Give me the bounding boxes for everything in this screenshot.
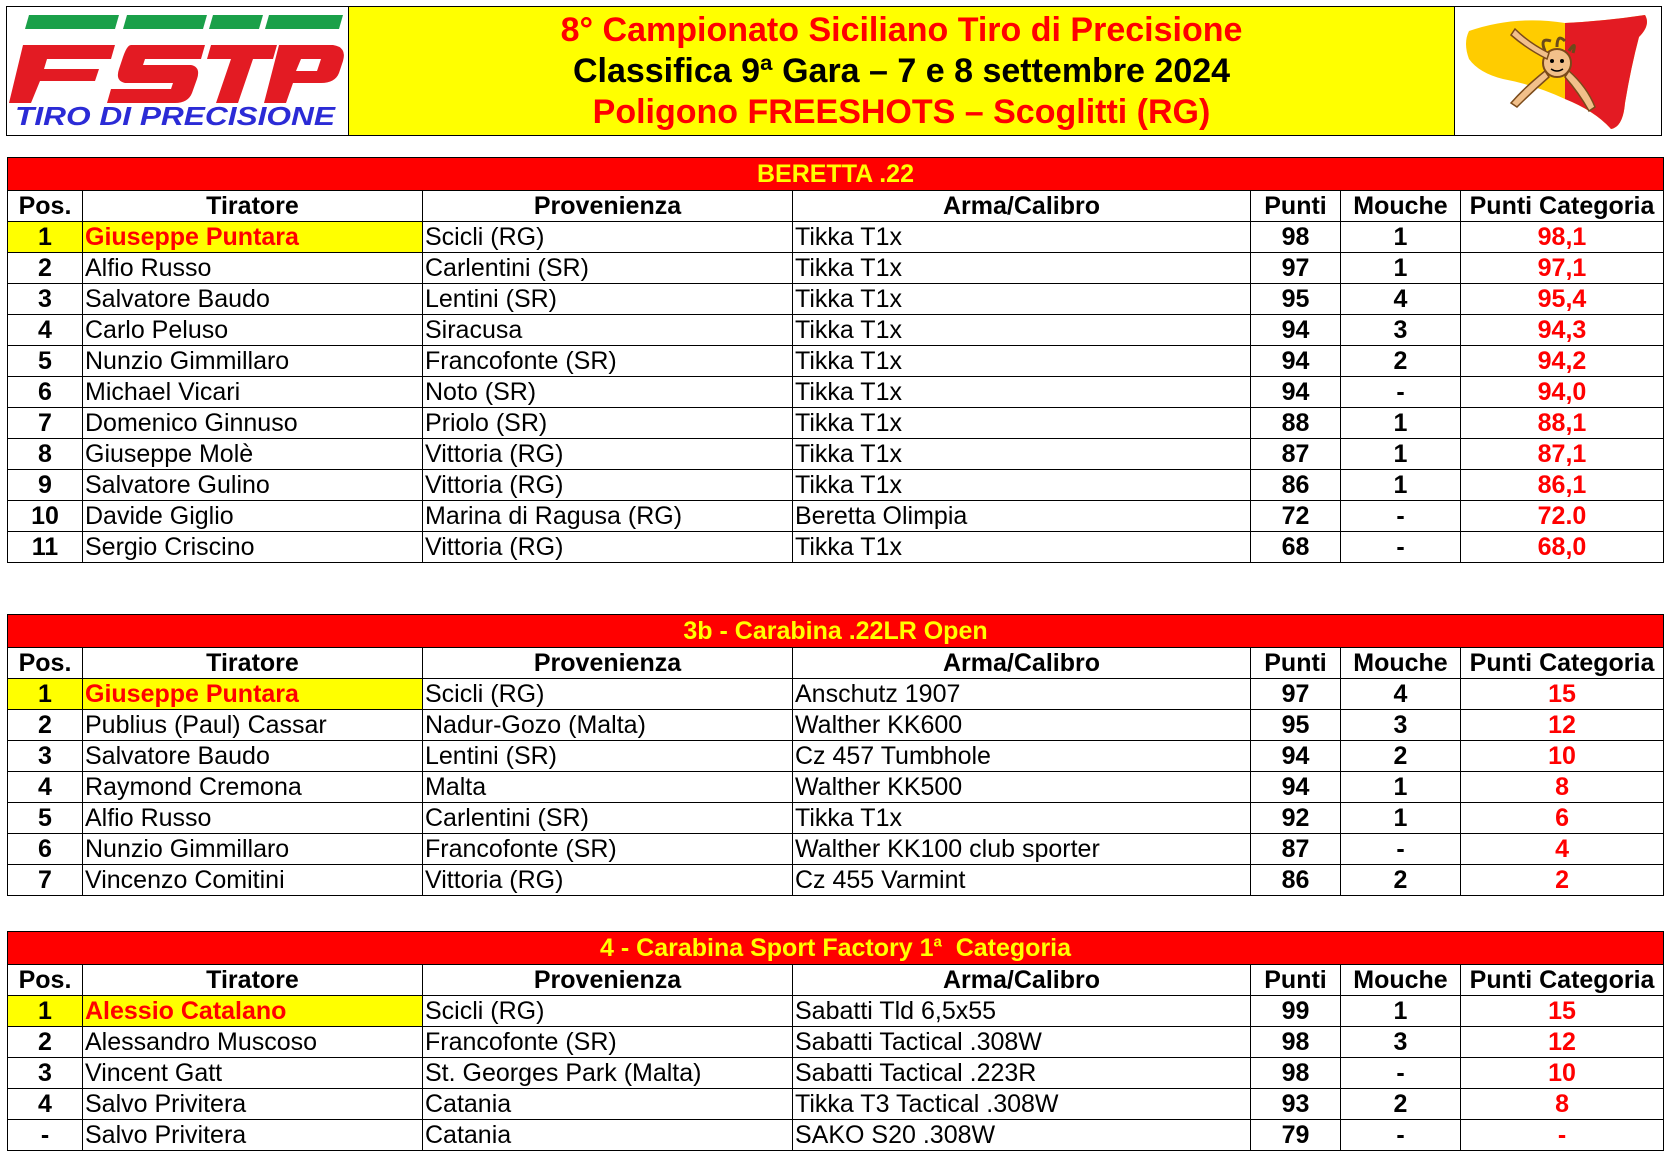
points: 93: [1251, 1089, 1341, 1120]
col-provenienza: Provenienza: [423, 191, 793, 222]
fstp-logo: [7, 7, 349, 135]
weapon-caliber: Tikka T1x: [793, 346, 1251, 377]
weapon-caliber: Tikka T1x: [793, 439, 1251, 470]
table-row: [8, 532, 1664, 563]
category-points: 12: [1461, 710, 1664, 741]
col-arma: Arma/Calibro: [793, 648, 1251, 679]
sicily-flag: [1455, 7, 1661, 135]
mouche-count: -: [1341, 501, 1461, 532]
mouche-count: -: [1341, 377, 1461, 408]
weapon-caliber: Tikka T1x: [793, 284, 1251, 315]
weapon-caliber: Tikka T1x: [793, 532, 1251, 563]
mouche-count: 2: [1341, 1089, 1461, 1120]
points: 94: [1251, 315, 1341, 346]
position-cell: 9: [8, 470, 83, 501]
table-row: [8, 1089, 1664, 1120]
position-cell: 11: [8, 532, 83, 563]
table-row: [8, 1058, 1664, 1089]
weapon-caliber: Walther KK100 club sporter: [793, 834, 1251, 865]
shooter-name: Giuseppe Molè: [83, 439, 423, 470]
position-cell: 4: [8, 1089, 83, 1120]
provenance: Malta: [423, 772, 793, 803]
col-punti: Punti: [1251, 648, 1341, 679]
mouche-count: 3: [1341, 710, 1461, 741]
category-points: 95,4: [1461, 284, 1664, 315]
mouche-count: 1: [1341, 772, 1461, 803]
shooter-name: Alfio Russo: [83, 803, 423, 834]
points: 95: [1251, 284, 1341, 315]
weapon-caliber: Sabatti Tld 6,5x55: [793, 996, 1251, 1027]
col-tiratore: Tiratore: [83, 648, 423, 679]
table-row: [8, 377, 1664, 408]
position-cell: 1: [8, 222, 83, 253]
table-row: [8, 284, 1664, 315]
ranking-table-carabina-22lr-open: [7, 614, 1664, 896]
position-cell: 2: [8, 253, 83, 284]
category-points: 94,3: [1461, 315, 1664, 346]
provenance: Nadur-Gozo (Malta): [423, 710, 793, 741]
col-punti: Punti: [1251, 965, 1341, 996]
provenance: Francofonte (SR): [423, 1027, 793, 1058]
weapon-caliber: SAKO S20 .308W: [793, 1120, 1251, 1151]
table-row: [8, 1120, 1664, 1151]
table-row: [8, 408, 1664, 439]
col-punti: Punti: [1251, 191, 1341, 222]
shooter-name: Vincenzo Comitini: [83, 865, 423, 896]
mouche-count: 1: [1341, 470, 1461, 501]
provenance: Scicli (RG): [423, 222, 793, 253]
table-row: [8, 741, 1664, 772]
position-cell: 5: [8, 803, 83, 834]
provenance: Vittoria (RG): [423, 470, 793, 501]
provenance: Scicli (RG): [423, 679, 793, 710]
category-points: 88,1: [1461, 408, 1664, 439]
shooter-name: Sergio Criscino: [83, 532, 423, 563]
points: 86: [1251, 865, 1341, 896]
table-header: [8, 191, 1664, 222]
shooter-name: Giuseppe Puntara: [83, 679, 423, 710]
mouche-count: 3: [1341, 1027, 1461, 1058]
weapon-caliber: Walther KK600: [793, 710, 1251, 741]
mouche-count: 1: [1341, 408, 1461, 439]
weapon-caliber: Walther KK500: [793, 772, 1251, 803]
shooter-name: Davide Giglio: [83, 501, 423, 532]
weapon-caliber: Cz 457 Tumbhole: [793, 741, 1251, 772]
table-row: [8, 772, 1664, 803]
table-row: [8, 222, 1664, 253]
mouche-count: 3: [1341, 315, 1461, 346]
venue-title: Poligono FREESHOTS – Scoglitti (RG): [592, 92, 1211, 131]
title-box: [349, 7, 1455, 135]
points: 72: [1251, 501, 1341, 532]
provenance: Vittoria (RG): [423, 439, 793, 470]
category-points: 72.0: [1461, 501, 1664, 532]
section-title: BERETTA .22: [8, 158, 1664, 191]
points: 94: [1251, 377, 1341, 408]
mouche-count: 1: [1341, 996, 1461, 1027]
mouche-count: 1: [1341, 803, 1461, 834]
provenance: Catania: [423, 1089, 793, 1120]
position-cell: 6: [8, 834, 83, 865]
category-points: 6: [1461, 803, 1664, 834]
table-row: [8, 679, 1664, 710]
fstp-logo-icon: [7, 7, 347, 135]
category-points: 8: [1461, 1089, 1664, 1120]
position-cell: 4: [8, 772, 83, 803]
position-cell: 1: [8, 996, 83, 1027]
col-punti-categoria: Punti Categoria: [1461, 191, 1664, 222]
table-row: [8, 439, 1664, 470]
shooter-name: Raymond Cremona: [83, 772, 423, 803]
position-cell: 7: [8, 408, 83, 439]
weapon-caliber: Tikka T1x: [793, 253, 1251, 284]
points: 87: [1251, 439, 1341, 470]
position-cell: 5: [8, 346, 83, 377]
table-header: [8, 648, 1664, 679]
weapon-caliber: Tikka T1x: [793, 222, 1251, 253]
svg-text:TIRO DI PRECISIONE: TIRO DI PRECISIONE: [15, 101, 336, 131]
provenance: Vittoria (RG): [423, 865, 793, 896]
col-provenienza: Provenienza: [423, 965, 793, 996]
weapon-caliber: Cz 455 Varmint: [793, 865, 1251, 896]
col-provenienza: Provenienza: [423, 648, 793, 679]
mouche-count: -: [1341, 834, 1461, 865]
table-row: [8, 315, 1664, 346]
shooter-name: Vincent Gatt: [83, 1058, 423, 1089]
col-arma: Arma/Calibro: [793, 191, 1251, 222]
provenance: Siracusa: [423, 315, 793, 346]
provenance: Lentini (SR): [423, 741, 793, 772]
category-points: 12: [1461, 1027, 1664, 1058]
ranking-table-beretta-22: [7, 157, 1664, 563]
position-cell: 6: [8, 377, 83, 408]
col-mouche: Mouche: [1341, 191, 1461, 222]
position-cell: 1: [8, 679, 83, 710]
points: 94: [1251, 741, 1341, 772]
position-cell: 3: [8, 1058, 83, 1089]
position-cell: 2: [8, 1027, 83, 1058]
mouche-count: -: [1341, 532, 1461, 563]
col-pos: Pos.: [8, 965, 83, 996]
category-points: 15: [1461, 679, 1664, 710]
shooter-name: Nunzio Gimmillaro: [83, 346, 423, 377]
points: 92: [1251, 803, 1341, 834]
points: 94: [1251, 772, 1341, 803]
sicily-trinacria-flag-icon: [1455, 7, 1659, 135]
provenance: Carlentini (SR): [423, 803, 793, 834]
race-ranking-title: Classifica 9ª Gara – 7 e 8 settembre 2024: [572, 51, 1231, 90]
table-row: [8, 834, 1664, 865]
category-points: 8: [1461, 772, 1664, 803]
points: 79: [1251, 1120, 1341, 1151]
table-header: [8, 965, 1664, 996]
weapon-caliber: Tikka T3 Tactical .308W: [793, 1089, 1251, 1120]
provenance: Francofonte (SR): [423, 346, 793, 377]
shooter-name: Nunzio Gimmillaro: [83, 834, 423, 865]
shooter-name: Salvatore Baudo: [83, 741, 423, 772]
weapon-caliber: Tikka T1x: [793, 803, 1251, 834]
ranking-table-carabina-sport-factory: [7, 931, 1664, 1151]
weapon-caliber: Anschutz 1907: [793, 679, 1251, 710]
table-row: [8, 996, 1664, 1027]
table-row: [8, 803, 1664, 834]
mouche-count: 2: [1341, 346, 1461, 377]
points: 98: [1251, 1027, 1341, 1058]
shooter-name: Salvo Privitera: [83, 1120, 423, 1151]
table-row: [8, 470, 1664, 501]
shooter-name: Alessio Catalano: [83, 996, 423, 1027]
provenance: Vittoria (RG): [423, 532, 793, 563]
weapon-caliber: Tikka T1x: [793, 315, 1251, 346]
shooter-name: Alfio Russo: [83, 253, 423, 284]
mouche-count: 2: [1341, 741, 1461, 772]
points: 86: [1251, 470, 1341, 501]
table-row: [8, 710, 1664, 741]
points: 98: [1251, 222, 1341, 253]
position-cell: 3: [8, 741, 83, 772]
position-cell: 8: [8, 439, 83, 470]
mouche-count: 1: [1341, 222, 1461, 253]
mouche-count: 4: [1341, 679, 1461, 710]
position-cell: 3: [8, 284, 83, 315]
category-points: 2: [1461, 865, 1664, 896]
table-row: [8, 865, 1664, 896]
points: 98: [1251, 1058, 1341, 1089]
weapon-caliber: Tikka T1x: [793, 470, 1251, 501]
page-header: [6, 6, 1662, 136]
points: 97: [1251, 679, 1341, 710]
weapon-caliber: Sabatti Tactical .223R: [793, 1058, 1251, 1089]
category-points: 98,1: [1461, 222, 1664, 253]
col-arma: Arma/Calibro: [793, 965, 1251, 996]
points: 99: [1251, 996, 1341, 1027]
table-row: [8, 501, 1664, 532]
provenance: St. Georges Park (Malta): [423, 1058, 793, 1089]
shooter-name: Salvo Privitera: [83, 1089, 423, 1120]
shooter-name: Publius (Paul) Cassar: [83, 710, 423, 741]
shooter-name: Michael Vicari: [83, 377, 423, 408]
weapon-caliber: Tikka T1x: [793, 377, 1251, 408]
col-punti-categoria: Punti Categoria: [1461, 648, 1664, 679]
weapon-caliber: Sabatti Tactical .308W: [793, 1027, 1251, 1058]
col-pos: Pos.: [8, 191, 83, 222]
position-cell: 4: [8, 315, 83, 346]
points: 94: [1251, 346, 1341, 377]
shooter-name: Giuseppe Puntara: [83, 222, 423, 253]
provenance: Francofonte (SR): [423, 834, 793, 865]
points: 88: [1251, 408, 1341, 439]
shooter-name: Alessandro Muscoso: [83, 1027, 423, 1058]
provenance: Lentini (SR): [423, 284, 793, 315]
category-points: 87,1: [1461, 439, 1664, 470]
weapon-caliber: Beretta Olimpia: [793, 501, 1251, 532]
mouche-count: 2: [1341, 865, 1461, 896]
points: 97: [1251, 253, 1341, 284]
provenance: Carlentini (SR): [423, 253, 793, 284]
category-points: 10: [1461, 741, 1664, 772]
points: 68: [1251, 532, 1341, 563]
points: 87: [1251, 834, 1341, 865]
position-cell: 10: [8, 501, 83, 532]
table-row: [8, 1027, 1664, 1058]
category-points: 15: [1461, 996, 1664, 1027]
col-punti-categoria: Punti Categoria: [1461, 965, 1664, 996]
shooter-name: Domenico Ginnuso: [83, 408, 423, 439]
weapon-caliber: Tikka T1x: [793, 408, 1251, 439]
category-points: -: [1461, 1120, 1664, 1151]
mouche-count: 1: [1341, 253, 1461, 284]
section-title: 4 - Carabina Sport Factory 1$^a$ Categoria: [8, 932, 1664, 965]
shooter-name: Salvatore Gulino: [83, 470, 423, 501]
provenance: Priolo (SR): [423, 408, 793, 439]
provenance: Catania: [423, 1120, 793, 1151]
section-title: 3b - Carabina .22LR Open: [8, 615, 1664, 648]
shooter-name: Salvatore Baudo: [83, 284, 423, 315]
mouche-count: -: [1341, 1120, 1461, 1151]
col-mouche: Mouche: [1341, 648, 1461, 679]
category-points: 94,2: [1461, 346, 1664, 377]
category-points: 68,0: [1461, 532, 1664, 563]
col-tiratore: Tiratore: [83, 965, 423, 996]
provenance: Marina di Ragusa (RG): [423, 501, 793, 532]
shooter-name: Carlo Peluso: [83, 315, 423, 346]
provenance: Noto (SR): [423, 377, 793, 408]
table-row: [8, 346, 1664, 377]
category-points: 94,0: [1461, 377, 1664, 408]
col-pos: Pos.: [8, 648, 83, 679]
col-mouche: Mouche: [1341, 965, 1461, 996]
championship-title: 8° Campionato Siciliano Tiro di Precisione: [560, 10, 1243, 49]
points: 95: [1251, 710, 1341, 741]
category-points: 86,1: [1461, 470, 1664, 501]
mouche-count: 1: [1341, 439, 1461, 470]
category-points: 97,1: [1461, 253, 1664, 284]
col-tiratore: Tiratore: [83, 191, 423, 222]
category-points: 10: [1461, 1058, 1664, 1089]
mouche-count: -: [1341, 1058, 1461, 1089]
mouche-count: 4: [1341, 284, 1461, 315]
position-cell: 7: [8, 865, 83, 896]
provenance: Scicli (RG): [423, 996, 793, 1027]
position-cell: -: [8, 1120, 83, 1151]
position-cell: 2: [8, 710, 83, 741]
table-row: [8, 253, 1664, 284]
category-points: 4: [1461, 834, 1664, 865]
